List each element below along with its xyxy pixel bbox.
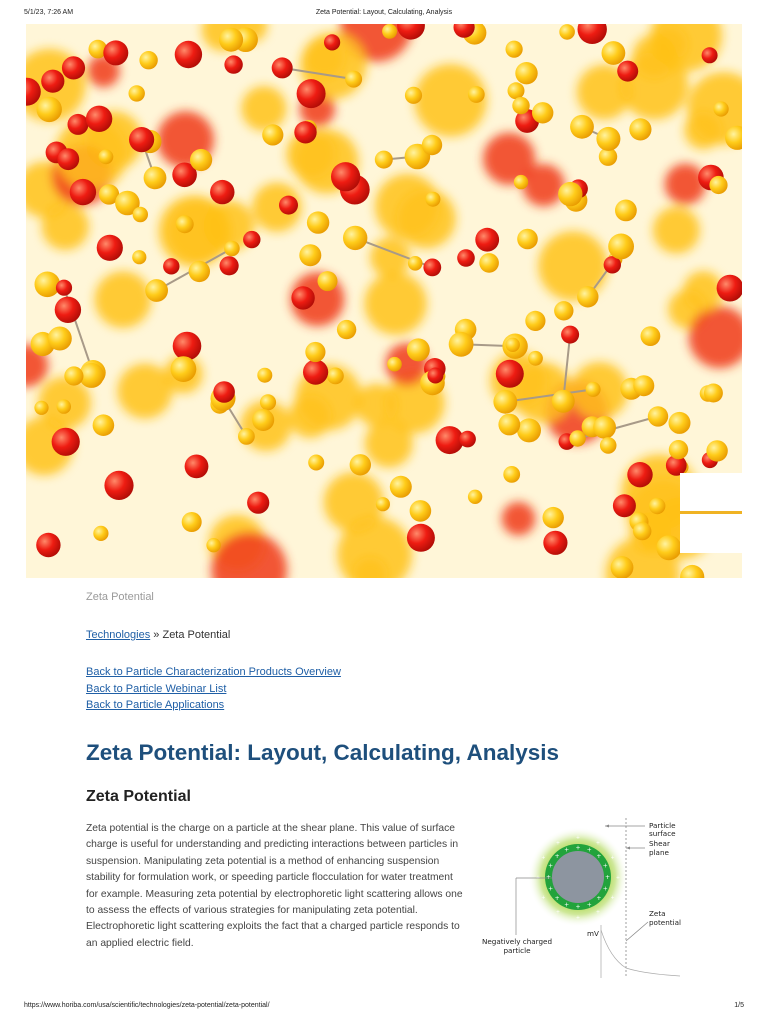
svg-text:+: + <box>541 895 546 901</box>
diagram-svg <box>480 818 700 983</box>
svg-text:+: + <box>545 874 552 881</box>
svg-text:+: + <box>535 875 541 881</box>
svg-text:+: + <box>575 915 581 921</box>
back-to-webinars-link[interactable]: Back to Particle Webinar List <box>86 682 227 695</box>
page-title: Zeta Potential: Layout, Calculating, Analysis <box>86 740 560 765</box>
page-number: 1/5 <box>734 1002 744 1009</box>
svg-text:+: + <box>610 855 615 861</box>
svg-text:+: + <box>586 901 592 909</box>
breadcrumb-technologies-link[interactable]: Technologies <box>86 629 151 641</box>
svg-text:+: + <box>575 835 581 841</box>
svg-text:+: + <box>575 844 581 852</box>
svg-text:+: + <box>602 862 608 870</box>
svg-text:+: + <box>595 840 601 847</box>
back-to-products-link[interactable]: Back to Particle Characterization Products Overview <box>86 666 341 678</box>
svg-text:+: + <box>555 909 561 916</box>
potential-curve <box>601 930 680 976</box>
body-paragraph: Zeta potential is the charge on a particle at the shear plane. This value of surface charge is useful for understanding and predicting interactions between particles in suspension. Manipulating zeta potential is a method of enhancing suspension stability for formulation work, or speeding particle flocculation for water treatment for example. Measuring zeta potential by electrophoretic light scattering allows one to assess the effects of various strategies for manipulating zeta potential. Electrophoretic light scattering exploits the fact that a charged particle responds to an applied electric field. <box>86 823 463 949</box>
zeta-potential-diagram <box>480 818 700 983</box>
svg-text:+: + <box>548 885 554 893</box>
label-mv: mV <box>587 929 599 938</box>
svg-text:+: + <box>615 875 621 881</box>
label-negative-particle-2: particle <box>503 946 531 955</box>
breadcrumb-separator: » <box>153 629 160 641</box>
label-zeta-potential-1: Zeta <box>649 909 666 918</box>
svg-text:+: + <box>564 901 570 909</box>
shear-arrowhead <box>626 847 630 850</box>
svg-text:+: + <box>564 846 570 854</box>
breadcrumb <box>86 629 230 641</box>
hero-corner-tab <box>680 473 742 553</box>
print-footer <box>0 1002 768 1014</box>
svg-text:+: + <box>554 853 560 861</box>
molecule-lattice-image <box>26 24 742 578</box>
svg-text:+: + <box>575 903 581 911</box>
svg-text:+: + <box>602 885 608 893</box>
print-datetime: 5/1/23, 7:26 AM <box>24 9 74 16</box>
svg-text:+: + <box>595 909 601 916</box>
zeta-leader-line <box>626 922 648 941</box>
print-doc-title: Zeta Potential: Layout, Calculating, Analysis <box>315 9 453 16</box>
label-particle-surface-2: surface <box>649 829 676 838</box>
surface-arrowhead <box>605 825 609 828</box>
back-to-applications-link[interactable]: Back to Particle Applications <box>86 699 225 711</box>
svg-text:+: + <box>604 874 611 881</box>
label-negative-particle-1: Negatively charged <box>481 937 553 946</box>
svg-text:+: + <box>554 894 560 902</box>
svg-text:+: + <box>555 840 561 847</box>
svg-text:+: + <box>610 895 615 901</box>
svg-text:+: + <box>586 846 592 854</box>
svg-text:+: + <box>548 862 554 870</box>
print-url: https://www.horiba.com/usa/scientific/technologies/zeta-potential/zeta-potential/ <box>24 1002 270 1009</box>
label-shear-plane-2: plane <box>649 848 669 857</box>
label-zeta-potential-2: potential <box>649 918 681 927</box>
accent-bar <box>680 511 742 514</box>
label-shear-plane-1: Shear <box>649 839 670 848</box>
hero-image <box>26 24 742 578</box>
label-particle-surface-1: Particle <box>649 821 676 830</box>
section-label: Zeta Potential <box>86 591 154 603</box>
section-heading: Zeta Potential <box>86 788 191 805</box>
print-header <box>0 9 768 21</box>
breadcrumb-current: Zeta Potential <box>162 629 231 641</box>
svg-text:+: + <box>596 853 602 861</box>
quick-links <box>86 664 341 714</box>
svg-text:+: + <box>541 855 546 861</box>
svg-text:+: + <box>596 894 602 902</box>
